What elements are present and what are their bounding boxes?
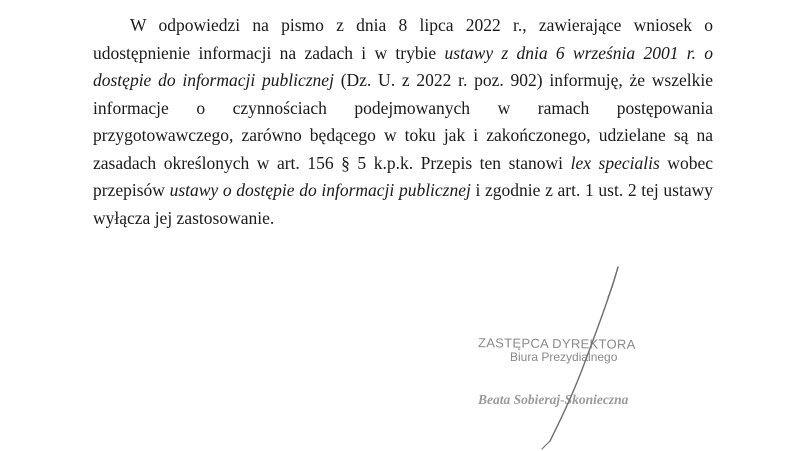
signature-stroke: [608, 267, 618, 297]
law-title-short: ustawy o dostępie do informacji publicznej: [169, 180, 471, 200]
official-stamp: [470, 334, 670, 444]
stamp-subtitle: Biura Prezydialnego: [510, 350, 618, 364]
letter-text-1: W odpowiedzi na pismo z dnia 8 lipca 2022 r., zawierające wniosek o udostępnienie informacji na zadach i w trybie: [93, 15, 713, 63]
letter-paragraph: [93, 12, 713, 232]
letter-text-2: (Dz. U. z 2022 r. poz. 902) informuję, że wszelkie informacje o czynnościach podejmowanych w ramach postępowania przygotowawczego, zarówno będącego w toku jak i zakończonego, udzielane są na zasadach określonych w art. 156 § 5 k.p.k. Przepis ten stanowi: [93, 70, 713, 173]
letter-text-4: i zgodnie z art. 1 ust. 2 tej ustawy wyłącza jej zastosowanie.: [93, 180, 713, 228]
letter-body: [93, 12, 713, 232]
lex-specialis-term: lex specialis: [570, 152, 660, 173]
stamp-name: Beata Sobieraj-Skonieczna: [478, 392, 629, 407]
letter-text-3: wobec przepisów: [93, 152, 713, 200]
law-title-full: ustawy z dnia 6 września 2001 r. o dostępie do informacji publicznej: [93, 42, 714, 90]
stamp-title: ZASTĘPCA DYREKTORA: [477, 335, 636, 352]
